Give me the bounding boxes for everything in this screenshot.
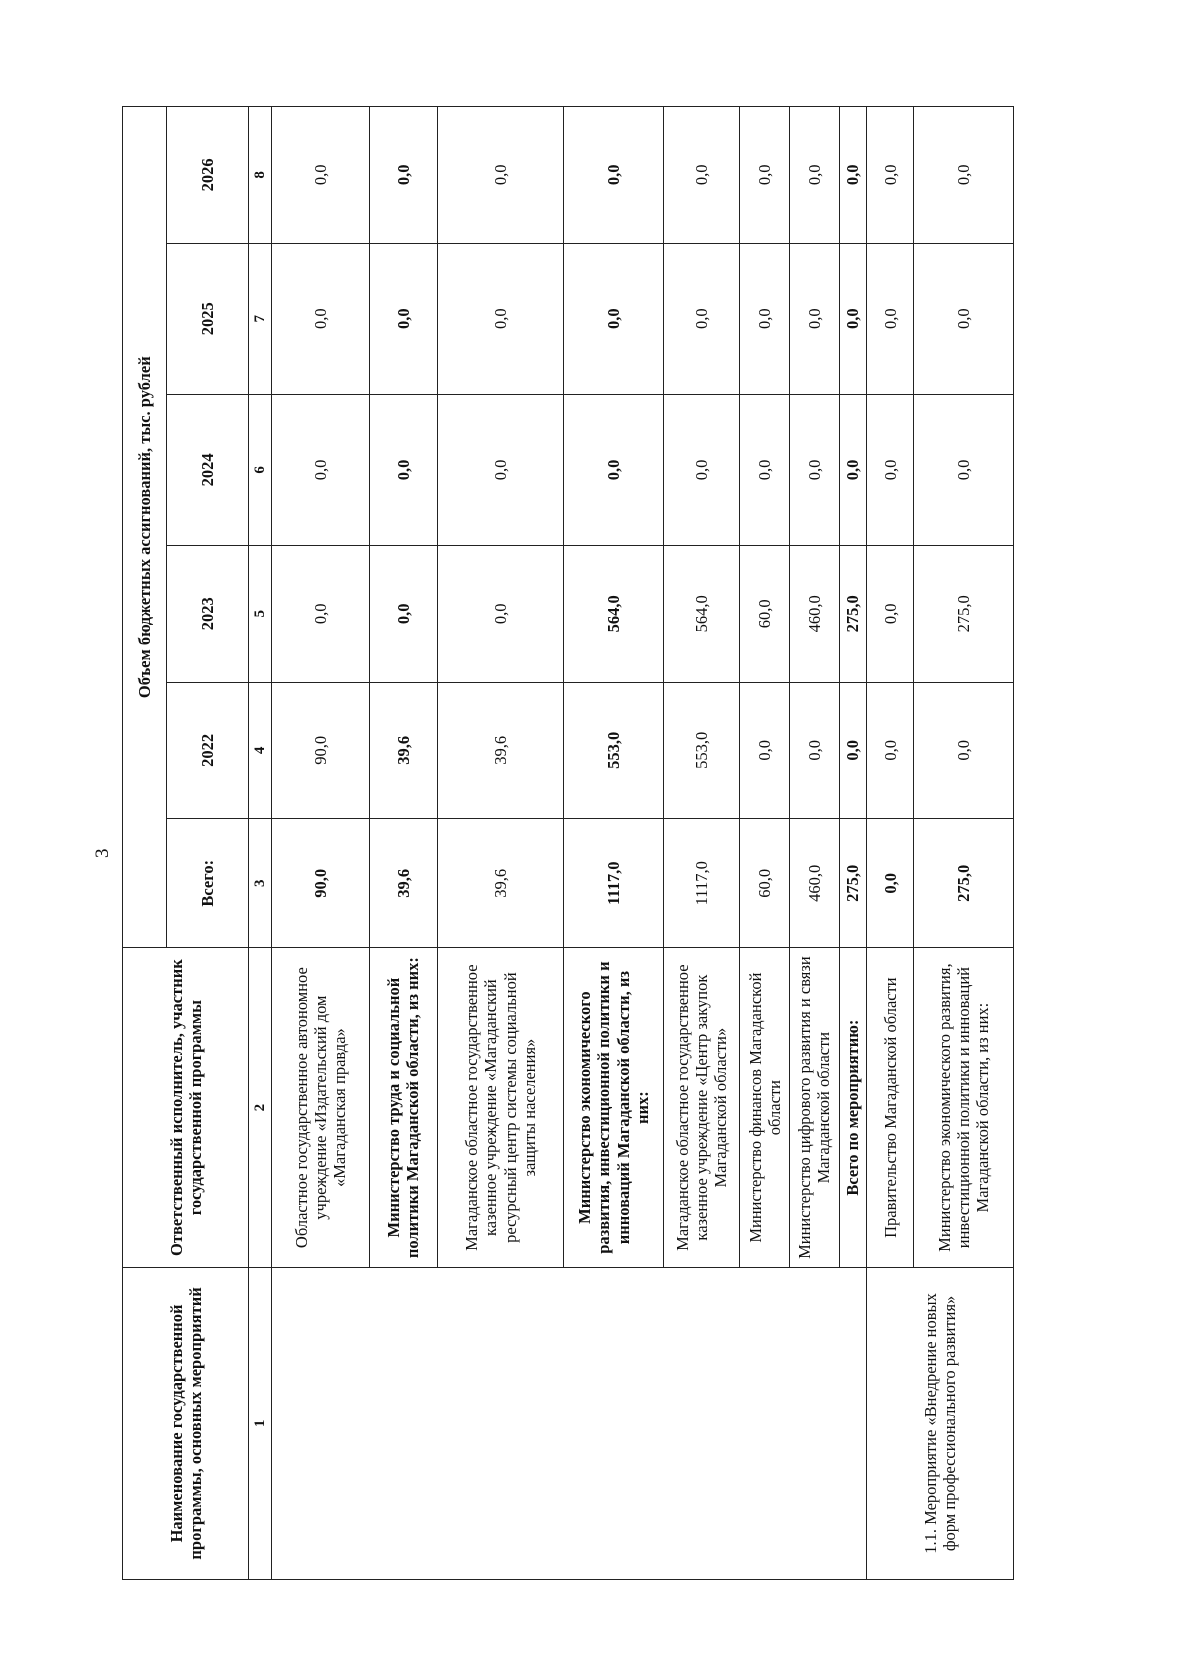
executor-cell: Министерство финансов Магаданской области: [740, 948, 790, 1267]
value-2025: 0,0: [740, 243, 790, 394]
value-2022: 39,6: [369, 682, 437, 819]
value-2024: 0,0: [272, 394, 369, 545]
value-2024: 0,0: [866, 394, 914, 545]
value-2026: 0,0: [272, 107, 369, 244]
value-2024: 0,0: [740, 394, 790, 545]
value-total: 275,0: [839, 819, 866, 948]
executor-cell: Министерство экономического развития, инвестиционной политики и инноваций Магаданской области, из них:: [914, 948, 1014, 1267]
value-2022: 90,0: [272, 682, 369, 819]
executor-cell: Министерство цифрового развития и связи Магаданской области: [790, 948, 840, 1267]
value-2025: 0,0: [839, 243, 866, 394]
value-2023: 0,0: [272, 546, 369, 683]
column-number: 4: [249, 682, 272, 819]
value-total: 39,6: [437, 819, 563, 948]
value-2023: 275,0: [839, 546, 866, 683]
value-2023: 460,0: [790, 546, 840, 683]
value-2022: 0,0: [839, 682, 866, 819]
value-2025: 0,0: [564, 243, 663, 394]
column-number: 3: [249, 819, 272, 948]
column-number: 6: [249, 394, 272, 545]
executor-cell: Областное государственное автономное учреждение «Издательский дом «Магаданская правда»: [272, 948, 369, 1267]
header-budget-title: Объем бюджетных ассигнований, тыс. рублей: [123, 107, 167, 948]
value-2026: 0,0: [369, 107, 437, 244]
value-2023: 0,0: [437, 546, 563, 683]
value-2023: 564,0: [564, 546, 663, 683]
value-2025: 0,0: [437, 243, 563, 394]
event-total-label: Всего по мероприятию:: [839, 948, 866, 1267]
value-2026: 0,0: [839, 107, 866, 244]
value-total: 275,0: [914, 819, 1014, 948]
column-number: 5: [249, 546, 272, 683]
value-2023: 0,0: [866, 546, 914, 683]
value-total: 1117,0: [564, 819, 663, 948]
value-total: 90,0: [272, 819, 369, 948]
value-2024: 0,0: [437, 394, 563, 545]
value-2025: 0,0: [663, 243, 740, 394]
header-year-2025: 2025: [166, 243, 249, 394]
header-year-2026: 2026: [166, 107, 249, 244]
value-total: 0,0: [866, 819, 914, 948]
page-number: 3: [92, 848, 113, 858]
value-2026: 0,0: [663, 107, 740, 244]
header-year-2024: 2024: [166, 394, 249, 545]
value-2026: 0,0: [437, 107, 563, 244]
value-2022: 0,0: [740, 682, 790, 819]
value-2022: 553,0: [663, 682, 740, 819]
column-number: 2: [249, 948, 272, 1267]
value-2022: 39,6: [437, 682, 563, 819]
table-row-event-total: [839, 107, 866, 1580]
value-2024: 0,0: [914, 394, 1014, 545]
program-name-empty-cell: [272, 1267, 840, 1579]
executor-cell: Министерство экономического развития, инвестиционной политики и инноваций Магаданской области, из них:: [564, 948, 663, 1267]
value-2026: 0,0: [790, 107, 840, 244]
value-2025: 0,0: [369, 243, 437, 394]
value-2026: 0,0: [914, 107, 1014, 244]
value-2024: 0,0: [369, 394, 437, 545]
value-2024: 0,0: [663, 394, 740, 545]
value-2024: 0,0: [564, 394, 663, 545]
table-row: [866, 107, 914, 1580]
executor-cell: Министерство труда и социальной политики Магаданской области, из них:: [369, 948, 437, 1267]
column-number: 8: [249, 107, 272, 244]
value-2023: 0,0: [369, 546, 437, 683]
program-name-empty-cell: [839, 1267, 866, 1579]
budget-table: [122, 106, 1014, 1580]
executor-cell: Магаданское областное государственное казенное учреждение «Магаданский ресурсный центр системы социальной защиты населения»: [437, 948, 563, 1267]
value-2026: 0,0: [740, 107, 790, 244]
value-2025: 0,0: [272, 243, 369, 394]
header-year-2022: 2022: [166, 682, 249, 819]
value-2022: 553,0: [564, 682, 663, 819]
header-executor: Ответственный исполнитель, участник государственной программы: [123, 948, 249, 1267]
value-2022: 0,0: [866, 682, 914, 819]
value-2026: 0,0: [564, 107, 663, 244]
value-2025: 0,0: [866, 243, 914, 394]
header-total: Всего:: [166, 819, 249, 948]
table-row: [272, 107, 369, 1580]
value-2024: 0,0: [839, 394, 866, 545]
value-2025: 0,0: [914, 243, 1014, 394]
column-number: 1: [249, 1267, 272, 1579]
value-2023: 564,0: [663, 546, 740, 683]
value-2022: 0,0: [790, 682, 840, 819]
value-2025: 0,0: [790, 243, 840, 394]
value-2023: 60,0: [740, 546, 790, 683]
column-number: 7: [249, 243, 272, 394]
executor-cell: Магаданское областное государственное казенное учреждение «Центр закупок Магаданской области»: [663, 948, 740, 1267]
value-total: 1117,0: [663, 819, 740, 948]
executor-cell: Правительство Магаданской области: [866, 948, 914, 1267]
column-number-row: [249, 107, 272, 1580]
value-total: 39,6: [369, 819, 437, 948]
value-2024: 0,0: [790, 394, 840, 545]
header-program-name: Наименование государственной программы, основных мероприятий: [123, 1267, 249, 1579]
value-2026: 0,0: [866, 107, 914, 244]
value-2023: 275,0: [914, 546, 1014, 683]
value-total: 460,0: [790, 819, 840, 948]
value-2022: 0,0: [914, 682, 1014, 819]
event-1-1-name: 1.1. Мероприятие «Внедрение новых форм профессионального развития»: [866, 1267, 1013, 1579]
header-year-2023: 2023: [166, 546, 249, 683]
budget-table-rotated: [122, 106, 1014, 1580]
value-total: 60,0: [740, 819, 790, 948]
